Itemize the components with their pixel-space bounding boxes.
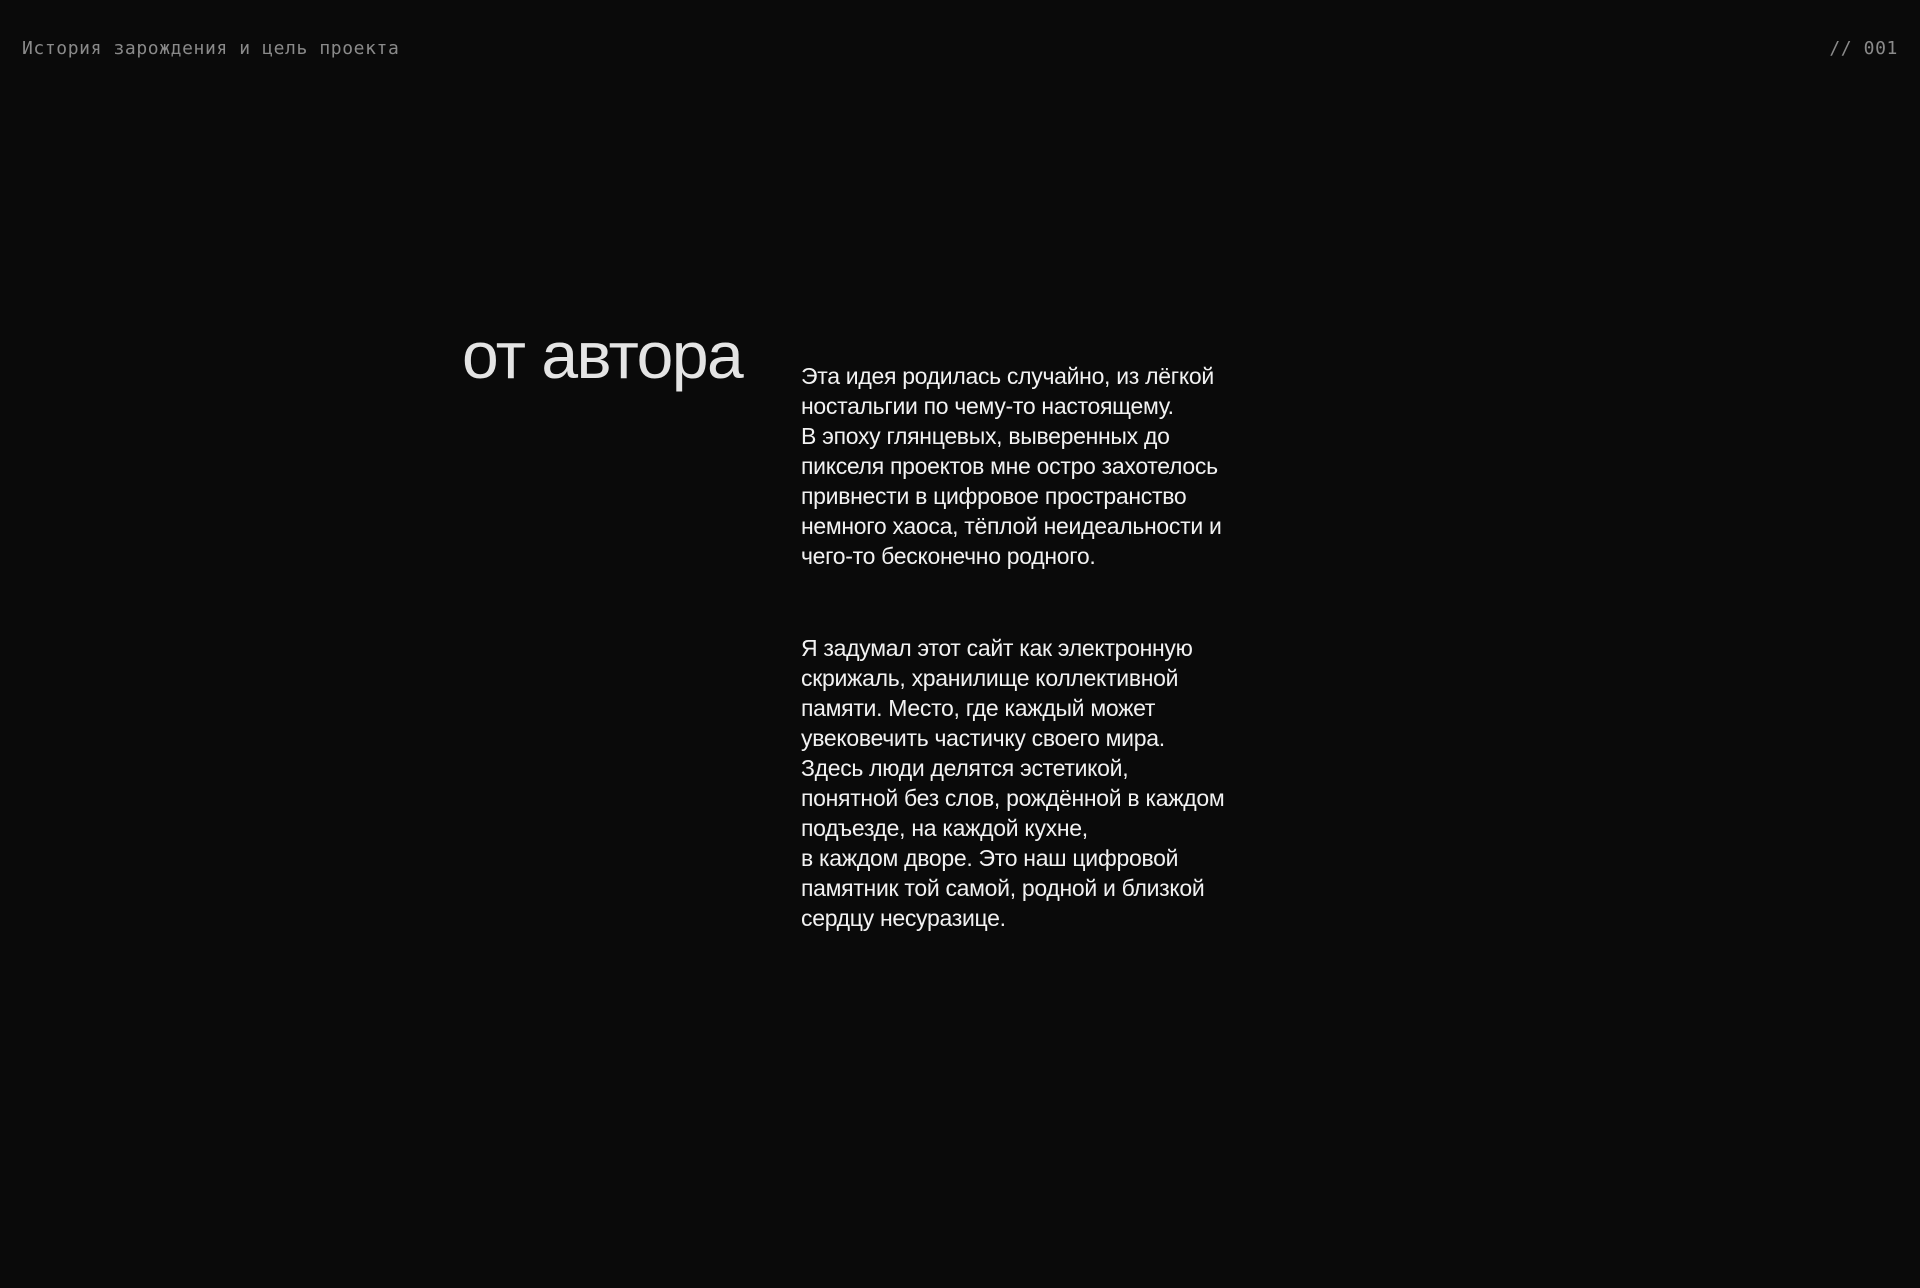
paragraph-1 <box>801 361 1261 571</box>
paragraph-line: сердцу несуразице. <box>801 905 1006 931</box>
paragraph-line: пикселя проектов мне остро захотелось <box>801 453 1218 479</box>
paragraph-line: Я задумал этот сайт как электронную <box>801 635 1193 661</box>
paragraph-line: в каждом дворе. Это наш цифровой <box>801 845 1179 871</box>
paragraph-line: скрижаль, хранилище коллективной <box>801 665 1179 691</box>
paragraph-line: увековечить частичку своего мира. <box>801 725 1165 751</box>
paragraph-2 <box>801 633 1261 933</box>
paragraph-line: немного хаоса, тёплой неидеальности и <box>801 513 1222 539</box>
paragraph-line: ностальгии по чему-то настоящему. <box>801 393 1174 419</box>
paragraph-line: понятной без слов, рождённой в каждом <box>801 785 1225 811</box>
paragraph-line: привнести в цифровое пространство <box>801 483 1187 509</box>
section-title: История зарождения и цель проекта <box>22 38 400 59</box>
paragraph-line: Здесь люди делятся эстетикой, <box>801 755 1129 781</box>
paragraph-line: памятник той самой, родной и близкой <box>801 875 1205 901</box>
paragraph-line: чего-то бесконечно родного. <box>801 543 1096 569</box>
page-number: // 001 <box>1829 38 1898 59</box>
page-heading: от автора <box>462 318 743 392</box>
paragraph-line: В эпоху глянцевых, выверенных до <box>801 423 1170 449</box>
paragraph-line: Эта идея родилась случайно, из лёгкой <box>801 363 1214 389</box>
author-text <box>801 361 1261 933</box>
paragraph-line: подъезде, на каждой кухне, <box>801 815 1088 841</box>
paragraph-line: памяти. Место, где каждый может <box>801 695 1156 721</box>
